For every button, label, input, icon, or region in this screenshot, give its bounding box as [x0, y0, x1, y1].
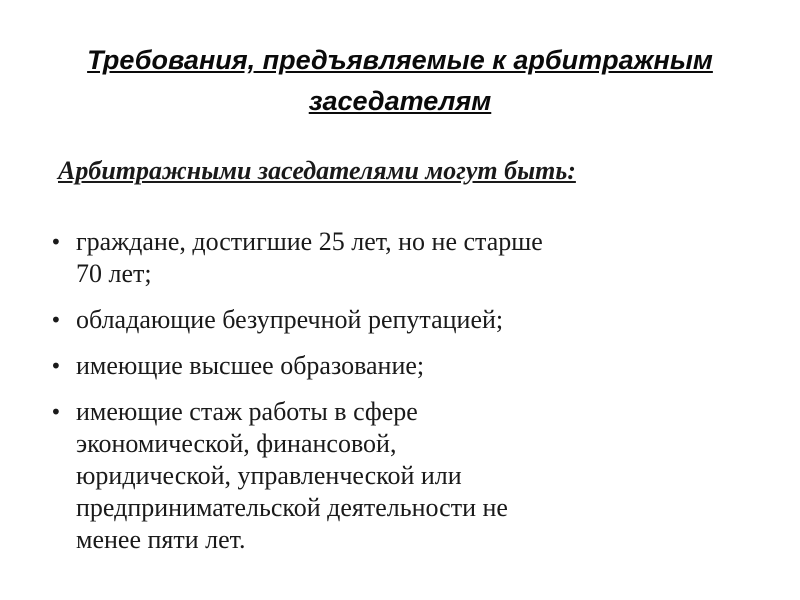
list-item: [46, 226, 726, 290]
list-item: [46, 396, 726, 556]
slide-title: Требования, предъявляемые к арбитражным заседателям: [87, 45, 713, 116]
list-item: [46, 350, 726, 382]
bullet-icon: •: [50, 308, 62, 332]
bullet-icon: •: [50, 230, 62, 254]
list-item-text: обладающие безупречной репутацией;: [76, 305, 504, 334]
bullet-icon: •: [50, 354, 62, 378]
list-item-text: граждане, достигшие 25 лет, но не старше 70 лет;: [76, 227, 543, 288]
list-item-text: имеющие высшее образование;: [76, 351, 425, 380]
bullet-icon: •: [50, 400, 62, 424]
list-item: [46, 304, 726, 336]
requirements-list: [46, 226, 726, 570]
list-item-text: имеющие стаж работы в сфере экономической, финансовой, юридической, управленческой или предпринимательской деятельности не менее пяти лет.: [76, 397, 508, 554]
intro-text: Арбитражными заседателями могут быть:: [58, 156, 576, 185]
